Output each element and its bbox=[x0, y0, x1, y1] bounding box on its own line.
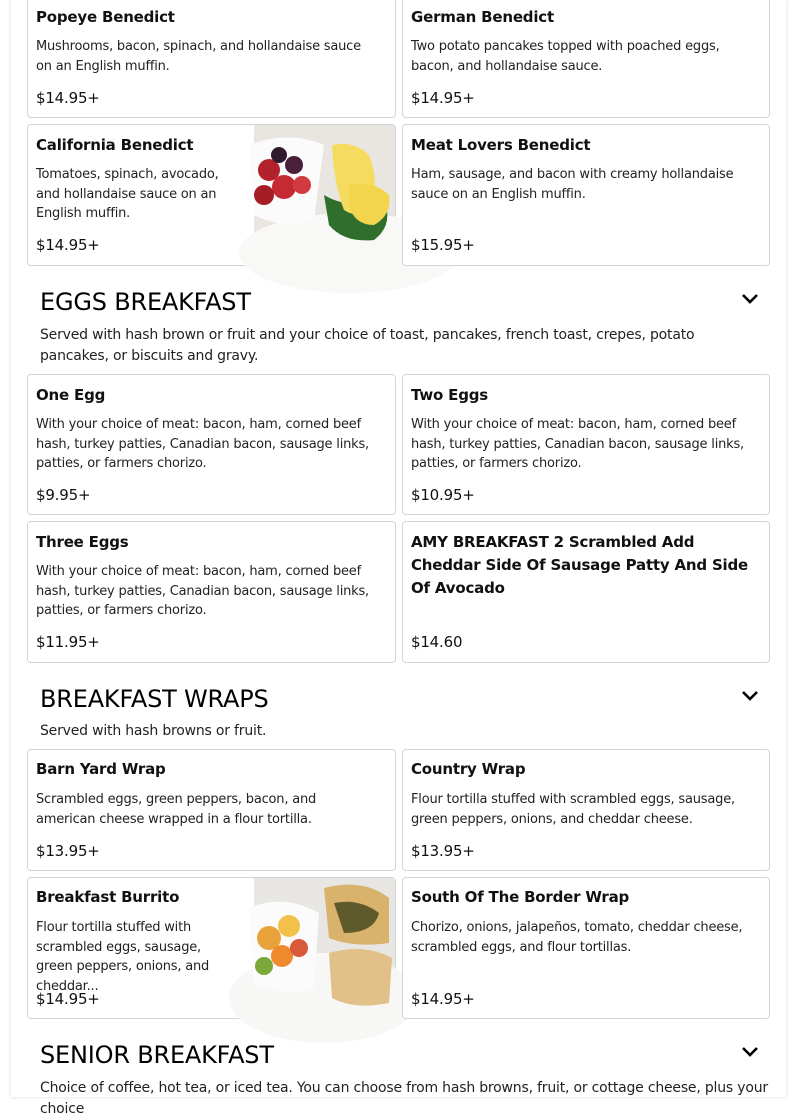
menu-item-card[interactable] bbox=[27, 374, 396, 515]
menu-item-card[interactable] bbox=[27, 521, 396, 663]
item-name: Three Eggs bbox=[36, 533, 129, 551]
item-name: One Egg bbox=[36, 386, 106, 404]
item-description: Flour tortilla stuffed with scrambled eggs, sausage, green peppers, onions, and cheddar... bbox=[36, 920, 210, 994]
section-title: EGGS BREAKFAST bbox=[40, 288, 251, 316]
menu-item-card[interactable] bbox=[27, 124, 396, 266]
item-name: German Benedict bbox=[411, 8, 554, 26]
item-description: Tomatoes, spinach, avocado, and hollandaise sauce on an English muffin. bbox=[36, 167, 219, 221]
item-description: Two potato pancakes topped with poached eggs, bacon, and hollandaise sauce. bbox=[411, 39, 720, 74]
chevron-down-icon[interactable] bbox=[740, 291, 760, 307]
item-price: $14.95+ bbox=[411, 990, 475, 1008]
item-name: Meat Lovers Benedict bbox=[411, 136, 591, 154]
item-photo bbox=[254, 125, 395, 265]
item-description: Ham, sausage, and bacon with creamy hollandaise sauce on an English muffin. bbox=[411, 167, 734, 202]
item-price: $10.95+ bbox=[411, 486, 475, 504]
item-price: $13.95+ bbox=[36, 842, 100, 860]
item-description: With your choice of meat: bacon, ham, corned beef hash, turkey patties, Canadian bacon, sausage links, patties, or farmers chorizo. bbox=[36, 564, 369, 618]
chevron-down-icon[interactable] bbox=[740, 1044, 760, 1060]
item-price: $14.95+ bbox=[36, 89, 100, 107]
item-price: $9.95+ bbox=[36, 486, 91, 504]
item-price: $11.95+ bbox=[36, 633, 100, 651]
menu-item-card[interactable] bbox=[402, 124, 770, 266]
section-description: Served with hash brown or fruit and your choice of toast, pancakes, french toast, crepes, potato pancakes, or biscuits and gravy. bbox=[40, 327, 695, 364]
item-price: $14.60 bbox=[411, 633, 463, 651]
item-photo bbox=[254, 878, 395, 1018]
item-name: AMY BREAKFAST 2 Scrambled Add Cheddar Side Of Sausage Patty And Side Of Avocado bbox=[411, 533, 748, 597]
item-description: Scrambled eggs, green peppers, bacon, and american cheese wrapped in a flour tortilla. bbox=[36, 792, 317, 827]
section-title: SENIOR BREAKFAST bbox=[40, 1041, 274, 1069]
section-title: BREAKFAST WRAPS bbox=[40, 685, 269, 713]
item-name: South Of The Border Wrap bbox=[411, 888, 630, 906]
item-description: With your choice of meat: bacon, ham, corned beef hash, turkey patties, Canadian bacon, sausage links, patties, or farmers chorizo. bbox=[411, 417, 744, 471]
item-description: Mushrooms, bacon, spinach, and hollandaise sauce on an English muffin. bbox=[36, 39, 361, 74]
menu-item-card[interactable] bbox=[402, 0, 770, 118]
menu-item-card[interactable] bbox=[402, 374, 770, 515]
item-price: $14.95+ bbox=[411, 89, 475, 107]
item-description: Flour tortilla stuffed with scrambled eggs, sausage, green peppers, onions, and cheddar cheese. bbox=[411, 792, 735, 827]
menu-page bbox=[11, 0, 786, 1117]
item-price: $14.95+ bbox=[36, 236, 100, 254]
item-name: California Benedict bbox=[36, 136, 194, 154]
item-price: $15.95+ bbox=[411, 236, 475, 254]
section-description: Served with hash browns or fruit. bbox=[40, 723, 267, 739]
menu-item-card[interactable] bbox=[402, 877, 770, 1019]
menu-item-card[interactable] bbox=[402, 521, 770, 663]
item-price: $14.95+ bbox=[36, 990, 100, 1008]
item-description: Chorizo, onions, jalapeños, tomato, cheddar cheese, scrambled eggs, and flour tortillas. bbox=[411, 920, 743, 955]
item-name: Popeye Benedict bbox=[36, 8, 175, 26]
item-name: Breakfast Burrito bbox=[36, 888, 180, 906]
item-name: Two Eggs bbox=[411, 386, 489, 404]
menu-item-card[interactable] bbox=[402, 749, 770, 871]
item-name: Barn Yard Wrap bbox=[36, 760, 166, 778]
chevron-down-icon[interactable] bbox=[740, 688, 760, 704]
section-description: Choice of coffee, hot tea, or iced tea. You can choose from hash browns, fruit, or cottage cheese, plus your choice bbox=[40, 1080, 768, 1117]
menu-item-card[interactable] bbox=[27, 749, 396, 871]
item-price: $13.95+ bbox=[411, 842, 475, 860]
item-description: With your choice of meat: bacon, ham, corned beef hash, turkey patties, Canadian bacon, sausage links, patties, or farmers chorizo. bbox=[36, 417, 369, 471]
menu-item-card[interactable] bbox=[27, 0, 396, 118]
item-name: Country Wrap bbox=[411, 760, 526, 778]
menu-item-card[interactable] bbox=[27, 877, 396, 1019]
